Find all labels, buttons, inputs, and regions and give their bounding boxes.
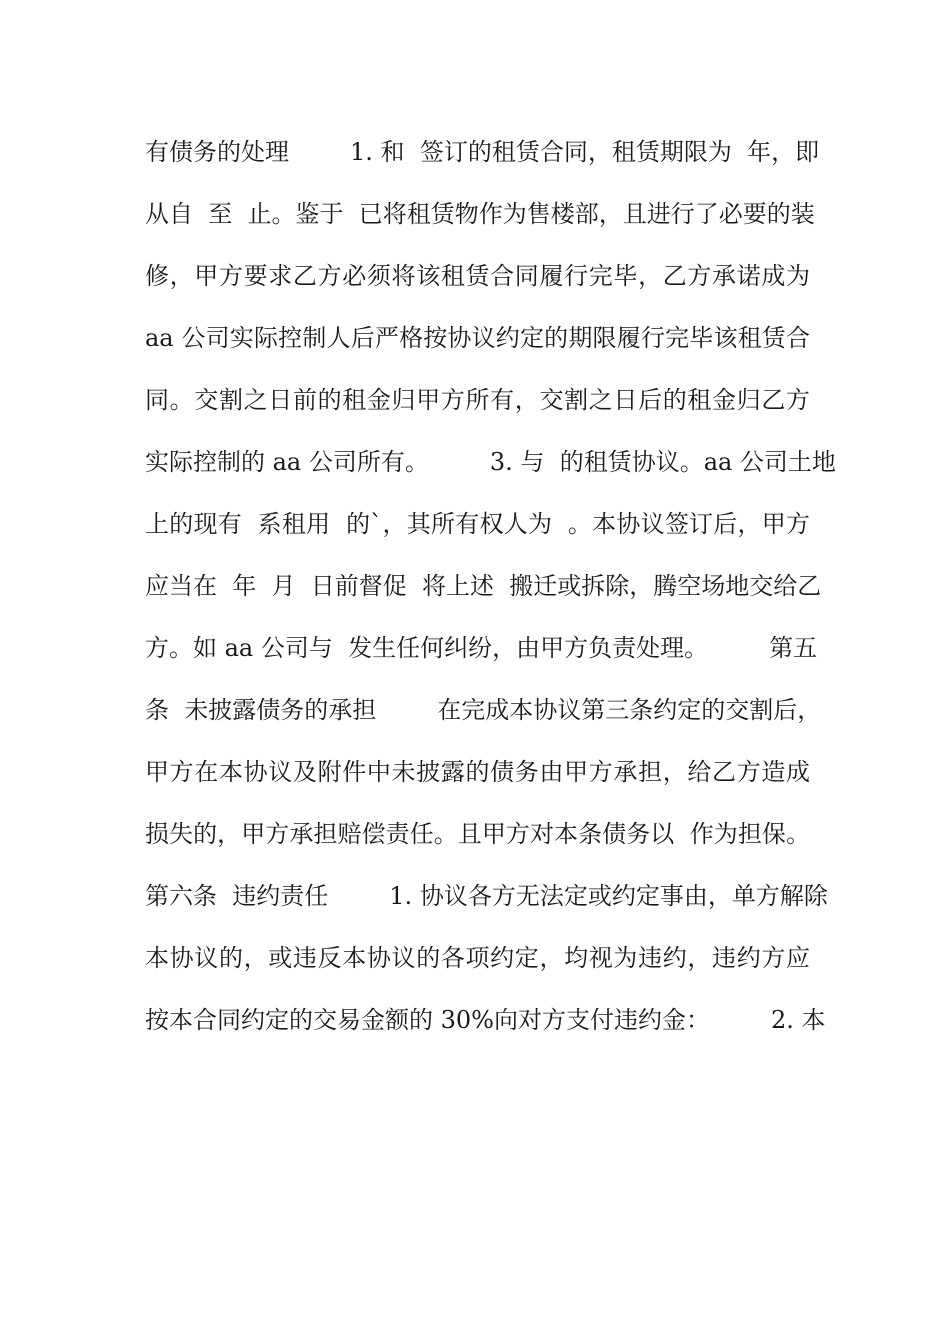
text-line: 本协议的，或违反本协议的各项约定，均视为违约，违约方应: [145, 944, 810, 972]
text-line: 同。交割之日前的租金归甲方所有，交割之日后的租金归乙方: [145, 386, 810, 414]
text-line: 有债务的处理 1. 和 签订的租赁合同，租赁期限为 年，即: [145, 138, 820, 166]
text-line: 损失的，甲方承担赔偿责任。且甲方对本条债务以 作为担保。: [145, 820, 810, 848]
text-line: 应当在 年 月 日前督促 将上述 搬迁或拆除，腾空场地交给乙: [145, 572, 822, 600]
text-line: 按本合同约定的交易金额的 30%向对方支付违约金： 2. 本: [145, 1006, 826, 1034]
text-line: 上的现有 系租用 的`，其所有权人为 。本协议签订后，甲方: [145, 510, 810, 538]
text-line: 修，甲方要求乙方必须将该租赁合同履行完毕，乙方承诺成为: [145, 262, 810, 290]
text-line: 条 未披露债务的承担 在完成本协议第三条约定的交割后，: [145, 696, 822, 724]
text-line: 实际控制的 aa 公司所有。 3. 与 的租赁协议。aa 公司土地: [145, 448, 836, 476]
document-body: [145, 128, 836, 1058]
text-line: aa 公司实际控制人后严格按协议约定的期限履行完毕该租赁合: [145, 324, 810, 352]
text-line: 第六条 违约责任 1. 协议各方无法定或约定事由，单方解除: [145, 882, 828, 910]
text-line: 甲方在本协议及附件中未披露的债务由甲方承担，给乙方造成: [145, 758, 810, 786]
text-line: 方。如 aa 公司与 发生任何纠纷，由甲方负责处理。 第五: [145, 634, 818, 662]
text-line: 从自 至 止。鉴于 已将租赁物作为售楼部，且进行了必要的装: [145, 200, 815, 228]
